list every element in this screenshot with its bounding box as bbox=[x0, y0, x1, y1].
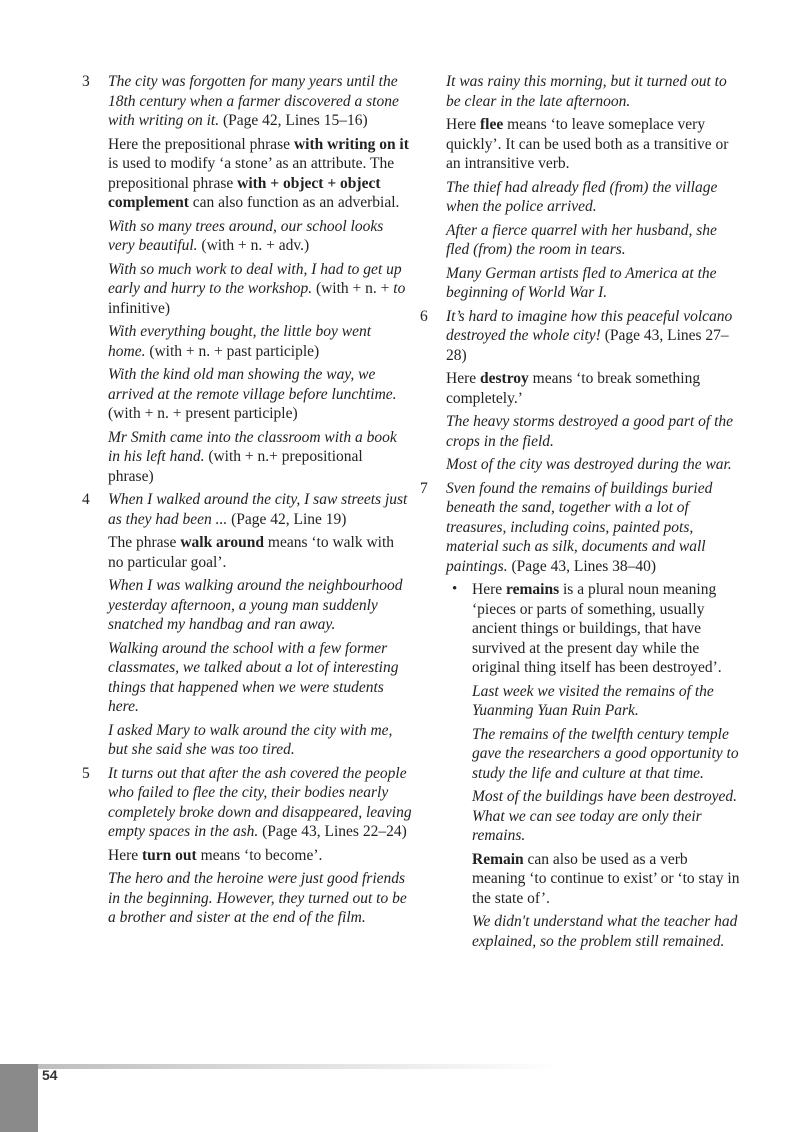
item-number: 6 bbox=[420, 307, 428, 325]
source-citation: It’s hard to imagine how this peaceful volcano destroyed the whole city! (Page 43, Lines 27–28) bbox=[446, 307, 733, 364]
example-sentence: With everything bought, the little boy went home. (with + n. + past participle) bbox=[108, 323, 372, 360]
example-sentence: Mr Smith came into the classroom with a book in his left hand. (with + n.+ prepositional phrase) bbox=[108, 428, 397, 485]
bullet-point bbox=[446, 580, 740, 951]
source-citation: Sven found the remains of buildings buried beneath the sand, together with a lot of treasures, including coins, painted pots, material such as silk, documents and wall paintings. (Page 43, Lines 38–40) bbox=[446, 479, 713, 575]
footer-strip bbox=[0, 1064, 800, 1069]
note-item-5 bbox=[82, 764, 412, 928]
source-citation: It turns out that after the ash covered the people who failed to flee the city, their bodies nearly completely broke down and disappeared, leaving empty spaces in the ash. (Page 43, Lines 22–24) bbox=[108, 764, 412, 840]
bullet-icon: • bbox=[452, 581, 458, 597]
note-item-5-continued bbox=[420, 72, 740, 303]
source-citation: The city was forgotten for many years until the 18th century when a farmer discovered a stone with writing on it. (Page 42, Lines 15–16) bbox=[108, 73, 399, 129]
example-sentence: When I was walking around the neighbourhood yesterday afternoon, a young man suddenly snatched my handbag and ran away. bbox=[108, 577, 403, 633]
explanation: Here turn out means ‘to become’. bbox=[108, 846, 323, 864]
example-sentence: We didn't understand what the teacher had explained, so the problem still remained. bbox=[472, 913, 738, 950]
example-sentence: With so much work to deal with, I had to get up early and hurry to the workshop. (with + n. + to infinitive) bbox=[108, 260, 406, 317]
example-sentence: The remains of the twelfth century temple gave the researchers a good opportunity to study the life and culture at that time. bbox=[472, 725, 739, 782]
example-sentence: It was rainy this morning, but it turned out to be clear in the late afternoon. bbox=[446, 73, 727, 110]
source-citation: When I walked around the city, I saw streets just as they had been ... (Page 42, Line 19) bbox=[108, 491, 408, 528]
note-item-7 bbox=[420, 479, 740, 952]
item-number: 7 bbox=[420, 479, 428, 497]
example-sentence: With so many trees around, our school looks very beautiful. (with + n. + adv.) bbox=[108, 217, 384, 254]
page-number: 54 bbox=[42, 1067, 58, 1083]
example-sentence: Most of the buildings have been destroyed. What we can see today are only their remains. bbox=[472, 788, 738, 844]
example-sentence: The hero and the heroine were just good friends in the beginning. However, they turned out to be a brother and sister at the end of the film. bbox=[108, 870, 407, 926]
note-item-3 bbox=[82, 72, 412, 486]
right-column bbox=[420, 72, 740, 955]
note-item-4 bbox=[82, 490, 412, 760]
item-number: 4 bbox=[82, 491, 90, 508]
explanation: Here remains is a plural noun meaning ‘pieces or parts of something, usually ancient things or buildings, that have survived at the present day while the original thing itself has been destroyed’. bbox=[472, 581, 722, 676]
explanation: Here destroy means ‘to break something completely.’ bbox=[446, 370, 701, 407]
example-sentence: With the kind old man showing the way, we arrived at the remote village before lunchtime. (with + n. + present participle) bbox=[108, 366, 397, 422]
example-sentence: The heavy storms destroyed a good part of the crops in the field. bbox=[446, 413, 733, 450]
explanation: Here the prepositional phrase with writing on it is used to modify ‘a stone’ as an attribute. The prepositional phrase with + object + object complement can also function as an adverbial. bbox=[108, 135, 409, 211]
explanation: Here flee means ‘to leave someplace very quickly’. It can be used both as a transitive or an intransitive verb. bbox=[446, 116, 729, 172]
footer-bar bbox=[0, 1064, 38, 1132]
example-sentence: I asked Mary to walk around the city with me, but she said she was too tired. bbox=[108, 721, 393, 758]
explanation: Remain can also be used as a verb meaning ‘to continue to exist’ or ‘to stay in the state of’. bbox=[472, 850, 740, 907]
item-number: 5 bbox=[82, 764, 90, 782]
example-sentence: After a fierce quarrel with her husband, she fled (from) the room in tears. bbox=[446, 221, 717, 258]
example-sentence: Walking around the school with a few former classmates, we talked about a lot of interesting things that happened when we were students here. bbox=[108, 639, 399, 715]
explanation: The phrase walk around means ‘to walk with no particular goal’. bbox=[108, 534, 395, 571]
example-sentence: Most of the city was destroyed during the war. bbox=[446, 456, 732, 473]
left-column bbox=[82, 72, 412, 932]
item-number: 3 bbox=[82, 73, 90, 90]
example-sentence: The thief had already fled (from) the village when the police arrived. bbox=[446, 178, 718, 215]
example-sentence: Last week we visited the remains of the Yuanming Yuan Ruin Park. bbox=[472, 682, 714, 719]
note-item-6 bbox=[420, 307, 740, 475]
example-sentence: Many German artists fled to America at the beginning of World War I. bbox=[446, 264, 717, 301]
